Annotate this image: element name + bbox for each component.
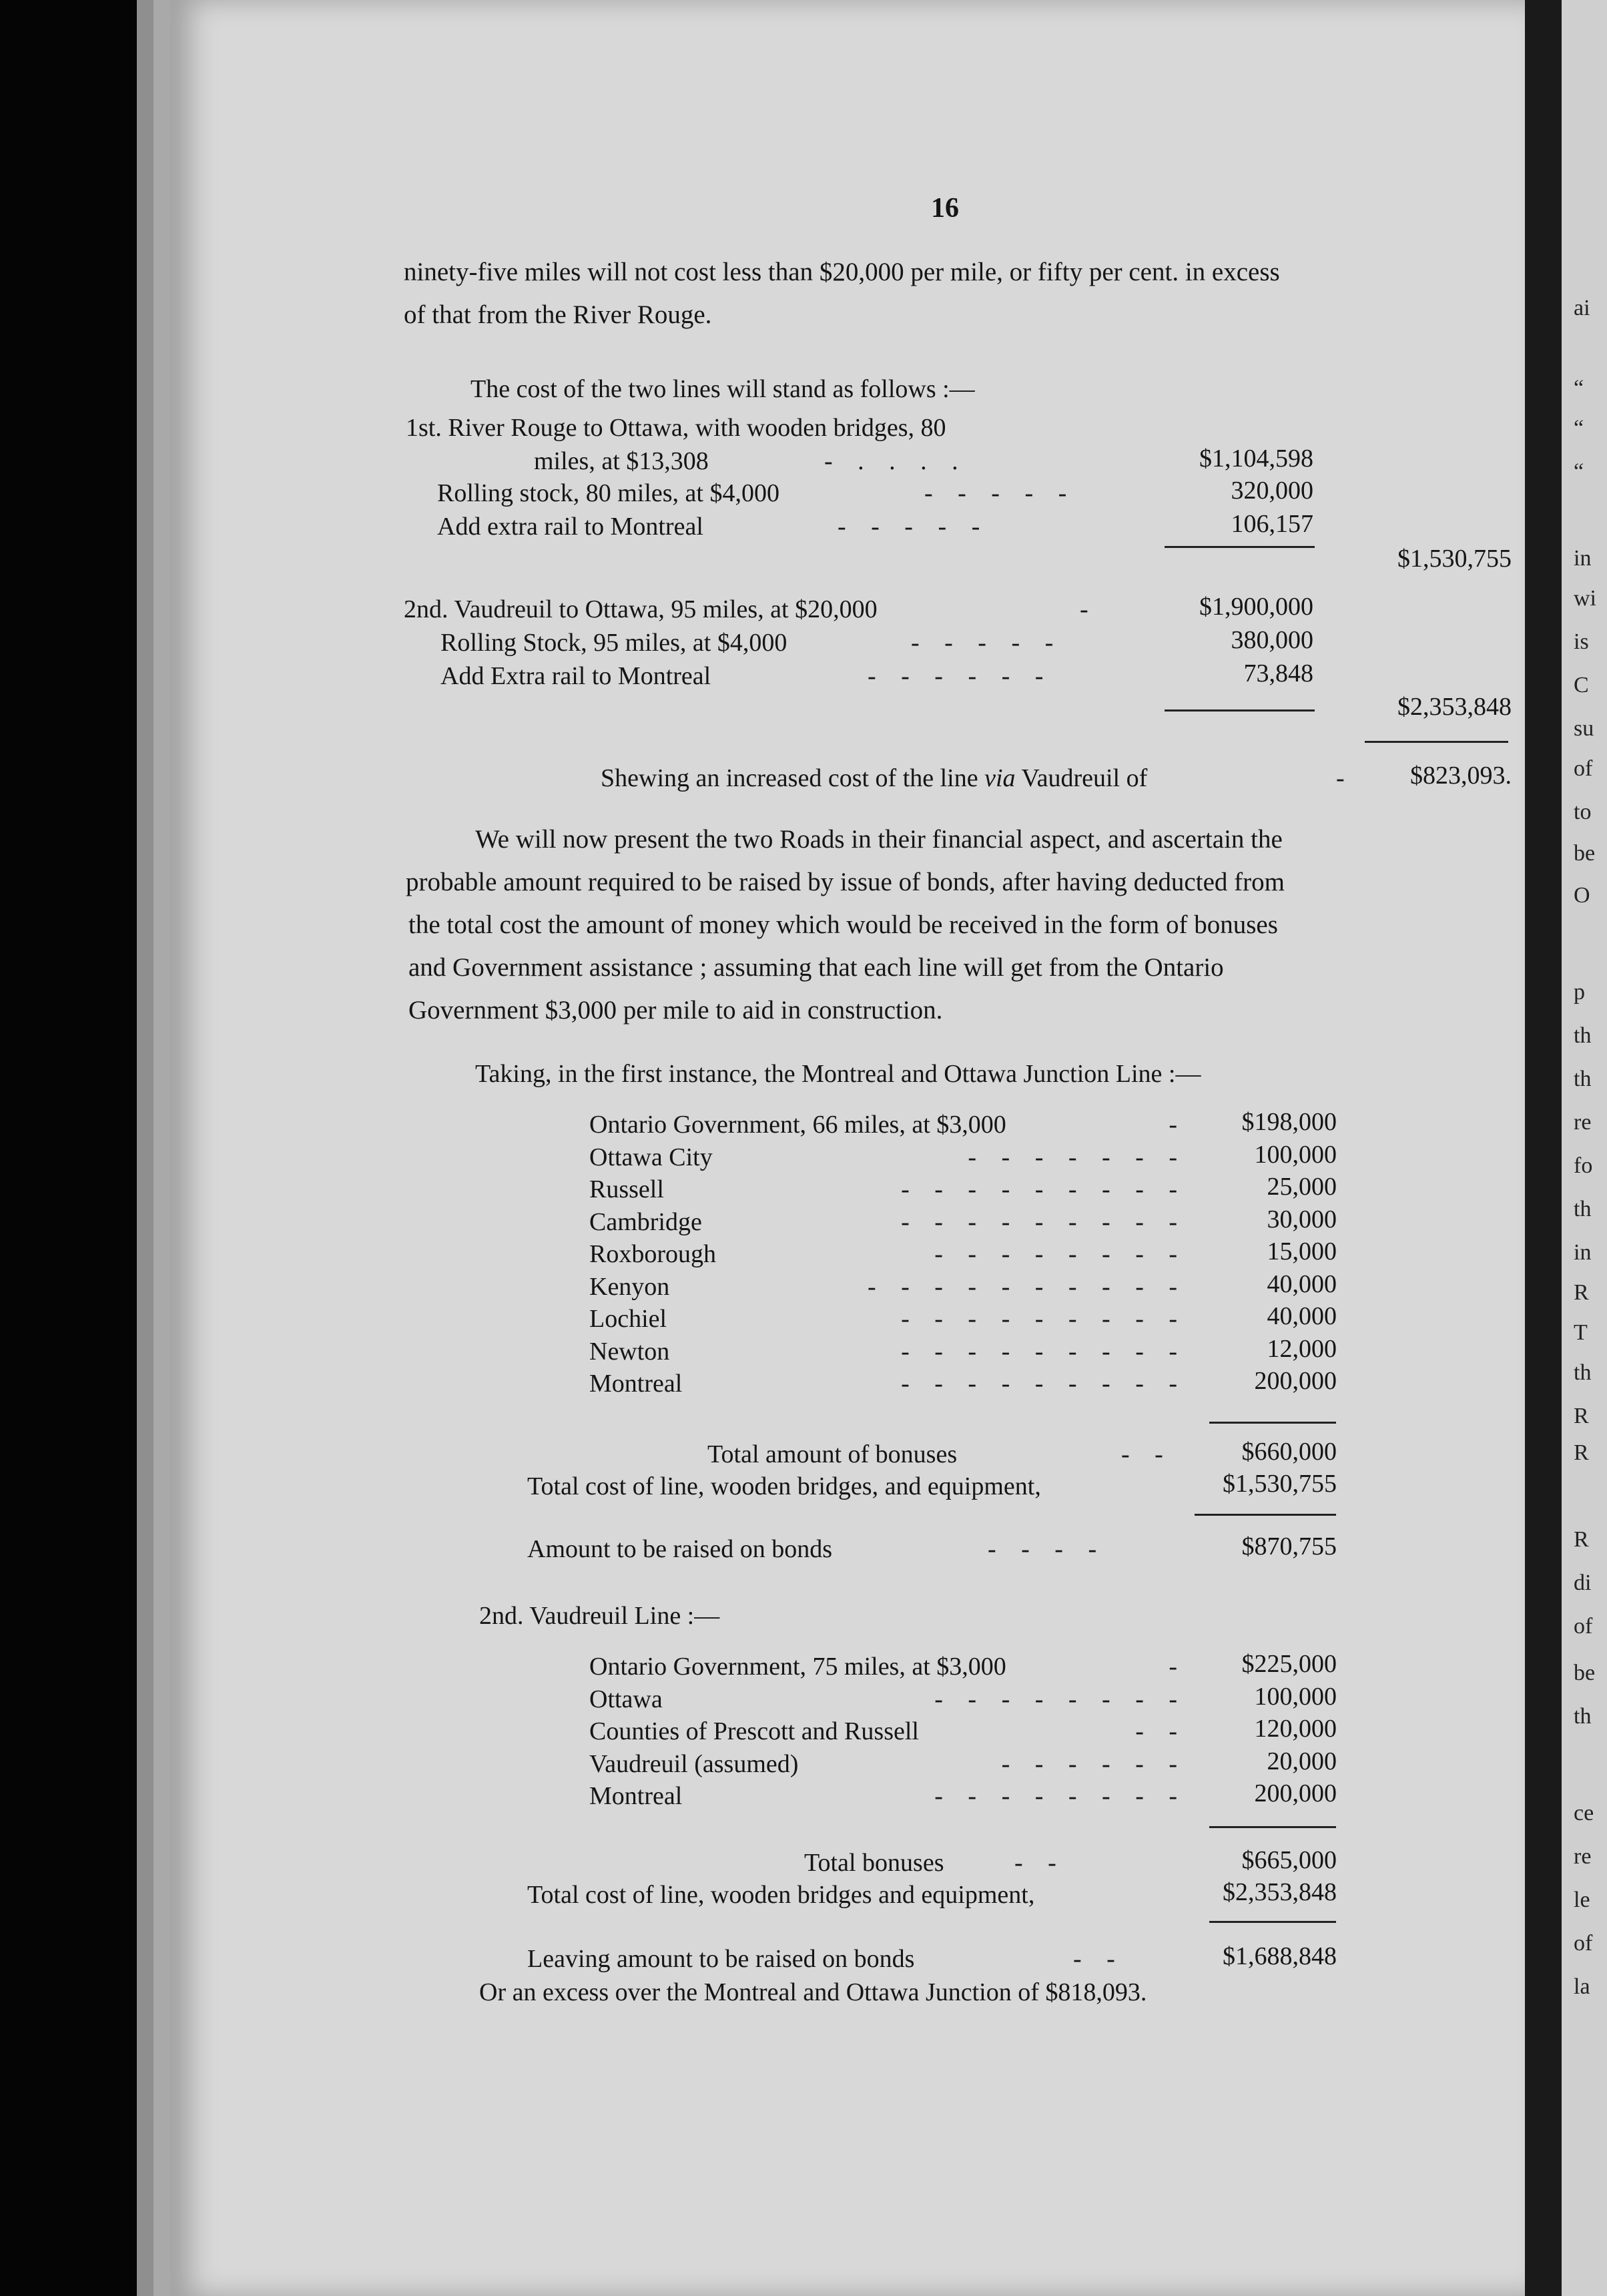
dot-leader: - - - - - - - - - - — [867, 1272, 1187, 1301]
adjacent-page-fragment: su — [1574, 716, 1594, 741]
paragraph-line: the total cost the amount of money which would be received in the form of bonuses — [408, 910, 1278, 939]
adjacent-page-fragment: of — [1574, 1614, 1593, 1639]
adjacent-page-fragment: be — [1574, 1661, 1596, 1685]
junction-total-cost-amount: $1,530,755 — [1223, 1470, 1337, 1498]
adjacent-page-fragment: “ — [1574, 376, 1584, 400]
adjacent-page-fragment: di — [1574, 1570, 1592, 1595]
bonus-label: Ottawa City — [589, 1143, 713, 1171]
shewing-text: Vaudreuil of — [1021, 764, 1148, 792]
adjacent-page-fragment: to — [1574, 800, 1592, 824]
bonus-amount: 100,000 — [1254, 1682, 1337, 1711]
second-line-total: $2,353,848 — [1397, 693, 1512, 721]
vaudreuil-total-cost-amount: $2,353,848 — [1223, 1878, 1337, 1906]
bonus-amount: 25,000 — [1267, 1173, 1337, 1201]
junction-bonds-amount: $870,755 — [1241, 1532, 1337, 1560]
adjacent-page-fragment: be — [1574, 841, 1596, 866]
dot-leader: - - — [1014, 1849, 1066, 1877]
subtotal-rule — [1165, 709, 1315, 711]
adjacent-page-fragment: C — [1574, 673, 1589, 697]
vaudreuil-bonds-label: Leaving amount to be raised on bonds — [527, 1945, 915, 1973]
first-line-item-amount: $1,104,598 — [1199, 445, 1313, 473]
cost-heading: The cost of the two lines will stand as follows :— — [470, 375, 975, 403]
adjacent-page-fragment: th — [1574, 1704, 1592, 1729]
bonus-amount: 20,000 — [1267, 1747, 1337, 1775]
sum-rule — [1209, 1826, 1336, 1828]
bonus-amount: 12,000 — [1267, 1334, 1337, 1363]
bonus-amount: 120,000 — [1254, 1715, 1337, 1743]
adjacent-page-fragment: “ — [1574, 416, 1584, 441]
bonus-label: Ontario Government, 66 miles, at $3,000 — [589, 1111, 1006, 1139]
dot-leader: - - - - - - — [868, 662, 1053, 690]
vaudreuil-total-bonuses-label: Total bonuses — [804, 1849, 944, 1877]
intro-line-2: of that from the River Rouge. — [404, 300, 712, 329]
junction-heading: Taking, in the first instance, the Montreal and Ottawa Junction Line :— — [475, 1060, 1201, 1088]
dot-leader: - — [1169, 1653, 1187, 1681]
bonus-amount: 100,000 — [1254, 1140, 1337, 1169]
paragraph-line: and Government assistance ; assuming that each line will get from the Ontario — [408, 953, 1224, 982]
adjacent-page-fragment: re — [1574, 1110, 1592, 1135]
shewing-italic: via — [984, 764, 1016, 792]
dot-leader: - - - - — [988, 1535, 1106, 1563]
vaudreuil-heading: 2nd. Vaudreuil Line :— — [479, 1602, 720, 1630]
first-line-item-amount: 106,157 — [1231, 510, 1313, 538]
shewing-text: Shewing an increased cost of the line — [601, 764, 978, 792]
book-gutter — [1525, 0, 1562, 2296]
bonus-label: Montreal — [589, 1370, 683, 1398]
bonus-label: Ottawa — [589, 1685, 663, 1713]
bonus-label: Counties of Prescott and Russell — [589, 1717, 919, 1745]
vaudreuil-bonds-amount: $1,688,848 — [1223, 1942, 1337, 1970]
dot-leader: - - - - - - - - — [934, 1685, 1187, 1713]
adjacent-page-fragment: R — [1574, 1527, 1589, 1552]
dot-leader: - - — [1135, 1717, 1187, 1745]
first-line-title: 1st. River Rouge to Ottawa, with wooden bridges, 80 — [406, 414, 946, 442]
shewing-line — [601, 766, 1147, 791]
dot-leader: - - - - - — [911, 629, 1063, 657]
second-line-item-amount: $1,900,000 — [1199, 593, 1313, 621]
sum-rule — [1195, 1514, 1336, 1516]
subtotal-rule — [1165, 546, 1315, 548]
adjacent-page-fragment: ce — [1574, 1801, 1594, 1825]
adjacent-page-fragment: R — [1574, 1440, 1589, 1465]
adjacent-page-fragment: le — [1574, 1888, 1590, 1912]
junction-bonds-label: Amount to be raised on bonds — [527, 1535, 833, 1563]
adjacent-page-fragment: th — [1574, 1360, 1592, 1385]
bonus-amount: 40,000 — [1267, 1302, 1337, 1330]
bonus-label: Russell — [589, 1175, 664, 1203]
first-line-item-label: Add extra rail to Montreal — [437, 513, 703, 541]
sum-rule — [1209, 1422, 1336, 1424]
bonus-amount: $198,000 — [1241, 1108, 1337, 1136]
dot-leader: - - - - - — [924, 479, 1076, 507]
second-line-item-amount: 380,000 — [1231, 626, 1313, 654]
bonus-label: Cambridge — [589, 1207, 702, 1236]
adjacent-page-fragment: p — [1574, 980, 1585, 1005]
conclusion-line: Or an excess over the Montreal and Ottawa Junction of $818,093. — [479, 1978, 1147, 2006]
bonus-label: Kenyon — [589, 1272, 670, 1301]
bonus-amount: 200,000 — [1254, 1779, 1337, 1807]
adjacent-page-fragment: th — [1574, 1067, 1592, 1091]
dot-leader: - - - - - - — [1001, 1749, 1187, 1778]
adjacent-page-fragment: R — [1574, 1280, 1589, 1305]
first-line-item-amount: 320,000 — [1231, 477, 1313, 505]
vaudreuil-total-bonuses-amount: $665,000 — [1241, 1846, 1337, 1874]
adjacent-page-fragment: of — [1574, 756, 1593, 781]
dot-leader: - - - - - - - - - — [901, 1305, 1187, 1333]
dot-leader: - - — [1073, 1945, 1124, 1973]
dot-leader: - - - - - - - - — [934, 1782, 1187, 1810]
junction-total-cost-label: Total cost of line, wooden bridges, and equipment, — [527, 1472, 1041, 1500]
bonus-label: Newton — [589, 1337, 670, 1366]
adjacent-page-fragment: wi — [1574, 586, 1596, 611]
dot-leader: - - - - - - - - - — [901, 1175, 1187, 1203]
bonus-label: Roxborough — [589, 1240, 716, 1268]
sum-rule — [1209, 1921, 1336, 1923]
first-line-item-label: Rolling stock, 80 miles, at $4,000 — [437, 479, 779, 507]
bonus-label: Lochiel — [589, 1305, 667, 1333]
dot-leader: - - — [1121, 1440, 1173, 1468]
adjacent-page-fragment: th — [1574, 1023, 1592, 1048]
adjacent-page-fragment: “ — [1574, 459, 1584, 484]
dot-leader: - - - - - — [838, 513, 990, 541]
second-line-item-amount: 73,848 — [1243, 659, 1313, 687]
adjacent-page-fragment: la — [1574, 1974, 1590, 1999]
first-line-item-label: miles, at $13,308 — [534, 447, 709, 475]
bonus-label: Ontario Government, 75 miles, at $3,000 — [589, 1653, 1006, 1681]
dot-leader: - — [1080, 595, 1098, 623]
adjacent-page-fragment: R — [1574, 1404, 1589, 1428]
adjacent-page-fragment: is — [1574, 629, 1589, 654]
dot-leader: - — [1336, 764, 1345, 792]
dot-leader: - - - - - - - - - — [901, 1370, 1187, 1398]
bonus-amount: 40,000 — [1267, 1269, 1337, 1298]
bonus-amount: 200,000 — [1254, 1367, 1337, 1395]
adjacent-page-fragment: re — [1574, 1844, 1592, 1869]
adjacent-page-fragment: ai — [1574, 296, 1590, 320]
second-line-item-label: Rolling Stock, 95 miles, at $4,000 — [440, 629, 787, 657]
adjacent-page-fragment: T — [1574, 1320, 1588, 1345]
bonus-amount: 30,000 — [1267, 1205, 1337, 1233]
page-number: 16 — [931, 193, 959, 224]
adjacent-page-fragment: fo — [1574, 1153, 1593, 1178]
adjacent-page-fragment: in — [1574, 546, 1592, 571]
shewing-amount: $823,093. — [1410, 762, 1512, 790]
junction-total-bonuses-amount: $660,000 — [1241, 1438, 1337, 1466]
second-line-item-label: Add Extra rail to Montreal — [440, 662, 711, 690]
total-rule — [1365, 741, 1508, 743]
adjacent-page-fragment: of — [1574, 1931, 1593, 1956]
bonus-label: Vaudreuil (assumed) — [589, 1749, 799, 1778]
adjacent-page-fragment: O — [1574, 883, 1590, 908]
vaudreuil-total-cost-label: Total cost of line, wooden bridges and equipment, — [527, 1881, 1035, 1909]
intro-line-1: ninety-five miles will not cost less than $20,000 per mile, or fifty per cent. in excess — [404, 258, 1280, 286]
dot-leader: - — [1169, 1111, 1187, 1139]
second-line-item-label: 2nd. Vaudreuil to Ottawa, 95 miles, at $20,000 — [404, 595, 878, 623]
first-line-total: $1,530,755 — [1397, 545, 1512, 573]
bonus-label: Montreal — [589, 1782, 683, 1810]
paragraph-line: We will now present the two Roads in their financial aspect, and ascertain the — [475, 825, 1283, 854]
dot-leader: - . . . . — [824, 447, 968, 475]
paragraph-line: Government $3,000 per mile to aid in construction. — [408, 996, 943, 1025]
dot-leader: - - - - - - - - - — [901, 1207, 1187, 1236]
dot-leader: - - - - - - - - - — [901, 1337, 1187, 1366]
paragraph-line: probable amount required to be raised by issue of bonds, after having deducted from — [406, 868, 1285, 896]
adjacent-page-fragment: in — [1574, 1240, 1592, 1265]
junction-total-bonuses-label: Total amount of bonuses — [707, 1440, 958, 1468]
adjacent-page-fragment: th — [1574, 1197, 1592, 1221]
dot-leader: - - - - - - - - — [934, 1240, 1187, 1268]
dot-leader: - - - - - - - — [968, 1143, 1187, 1171]
bonus-amount: $225,000 — [1241, 1650, 1337, 1678]
bonus-amount: 15,000 — [1267, 1237, 1337, 1265]
